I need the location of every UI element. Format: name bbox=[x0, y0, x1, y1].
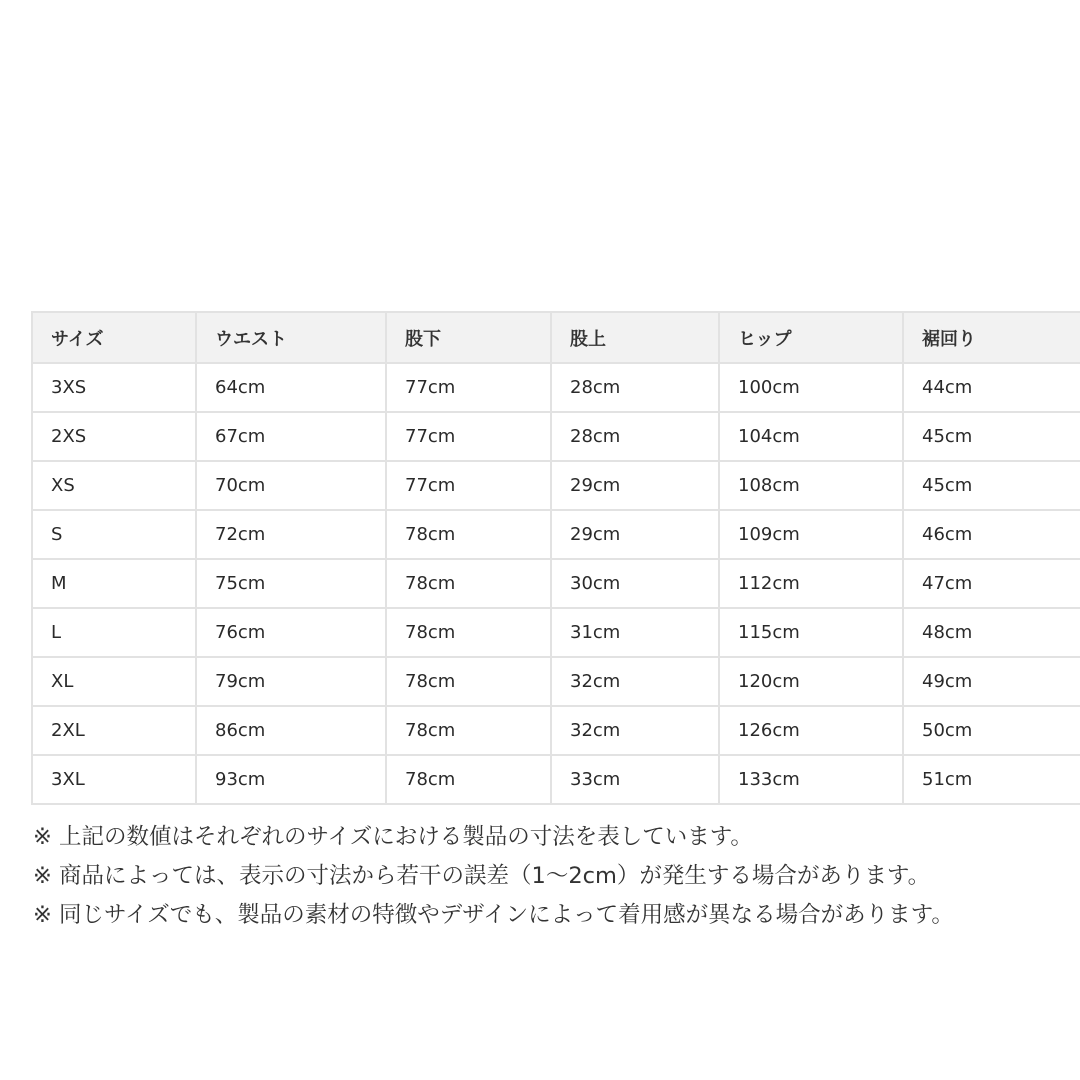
size-chart-header bbox=[32, 312, 1080, 363]
cell-hip: 115cm bbox=[719, 608, 903, 657]
cell-hem: 49cm bbox=[903, 657, 1080, 706]
cell-hip: 133cm bbox=[719, 755, 903, 804]
cell-hem: 44cm bbox=[903, 363, 1080, 412]
cell-hip: 112cm bbox=[719, 559, 903, 608]
table-row bbox=[32, 510, 1080, 559]
cell-hem: 46cm bbox=[903, 510, 1080, 559]
cell-size: L bbox=[32, 608, 196, 657]
header-size: サイズ bbox=[32, 312, 196, 363]
cell-hip: 126cm bbox=[719, 706, 903, 755]
cell-rise: 28cm bbox=[551, 363, 719, 412]
cell-inseam: 78cm bbox=[386, 559, 551, 608]
notes bbox=[33, 818, 1080, 935]
cell-hip: 109cm bbox=[719, 510, 903, 559]
cell-rise: 28cm bbox=[551, 412, 719, 461]
cell-inseam: 78cm bbox=[386, 657, 551, 706]
cell-waist: 79cm bbox=[196, 657, 386, 706]
size-chart-body bbox=[32, 363, 1080, 804]
table-row bbox=[32, 706, 1080, 755]
cell-waist: 72cm bbox=[196, 510, 386, 559]
cell-rise: 30cm bbox=[551, 559, 719, 608]
table-row bbox=[32, 559, 1080, 608]
header-hem: 裾回り bbox=[903, 312, 1080, 363]
cell-waist: 64cm bbox=[196, 363, 386, 412]
header-rise: 股上 bbox=[551, 312, 719, 363]
cell-size: 2XL bbox=[32, 706, 196, 755]
cell-size: 3XL bbox=[32, 755, 196, 804]
cell-waist: 67cm bbox=[196, 412, 386, 461]
cell-waist: 75cm bbox=[196, 559, 386, 608]
cell-inseam: 78cm bbox=[386, 510, 551, 559]
table-row bbox=[32, 412, 1080, 461]
cell-inseam: 77cm bbox=[386, 412, 551, 461]
cell-waist: 86cm bbox=[196, 706, 386, 755]
cell-hem: 45cm bbox=[903, 412, 1080, 461]
cell-hip: 104cm bbox=[719, 412, 903, 461]
cell-hem: 50cm bbox=[903, 706, 1080, 755]
cell-inseam: 77cm bbox=[386, 363, 551, 412]
cell-size: S bbox=[32, 510, 196, 559]
cell-rise: 31cm bbox=[551, 608, 719, 657]
table-row bbox=[32, 657, 1080, 706]
note-line: ※ 同じサイズでも、製品の素材の特徴やデザインによって着用感が異なる場合があります。 bbox=[33, 902, 954, 928]
cell-hip: 100cm bbox=[719, 363, 903, 412]
cell-hem: 51cm bbox=[903, 755, 1080, 804]
cell-rise: 33cm bbox=[551, 755, 719, 804]
cell-size: M bbox=[32, 559, 196, 608]
cell-inseam: 78cm bbox=[386, 608, 551, 657]
size-chart-table bbox=[31, 311, 1080, 805]
table-row bbox=[32, 461, 1080, 510]
cell-rise: 32cm bbox=[551, 657, 719, 706]
cell-waist: 70cm bbox=[196, 461, 386, 510]
cell-rise: 32cm bbox=[551, 706, 719, 755]
cell-hip: 108cm bbox=[719, 461, 903, 510]
note-line: ※ 上記の数値はそれぞれのサイズにおける製品の寸法を表しています。 bbox=[33, 824, 753, 850]
cell-inseam: 77cm bbox=[386, 461, 551, 510]
note-line: ※ 商品によっては、表示の寸法から若干の誤差（1～2cm）が発生する場合があります。 bbox=[33, 863, 931, 889]
cell-size: 2XS bbox=[32, 412, 196, 461]
cell-inseam: 78cm bbox=[386, 706, 551, 755]
cell-inseam: 78cm bbox=[386, 755, 551, 804]
cell-waist: 76cm bbox=[196, 608, 386, 657]
cell-hem: 45cm bbox=[903, 461, 1080, 510]
table-row bbox=[32, 608, 1080, 657]
cell-hip: 120cm bbox=[719, 657, 903, 706]
cell-size: XL bbox=[32, 657, 196, 706]
cell-size: XS bbox=[32, 461, 196, 510]
header-inseam: 股下 bbox=[386, 312, 551, 363]
table-row bbox=[32, 755, 1080, 804]
header-hip: ヒップ bbox=[719, 312, 903, 363]
cell-size: 3XS bbox=[32, 363, 196, 412]
header-waist: ウエスト bbox=[196, 312, 386, 363]
header-row bbox=[32, 312, 1080, 363]
cell-hem: 48cm bbox=[903, 608, 1080, 657]
table-row bbox=[32, 363, 1080, 412]
cell-rise: 29cm bbox=[551, 510, 719, 559]
cell-rise: 29cm bbox=[551, 461, 719, 510]
cell-hem: 47cm bbox=[903, 559, 1080, 608]
cell-waist: 93cm bbox=[196, 755, 386, 804]
